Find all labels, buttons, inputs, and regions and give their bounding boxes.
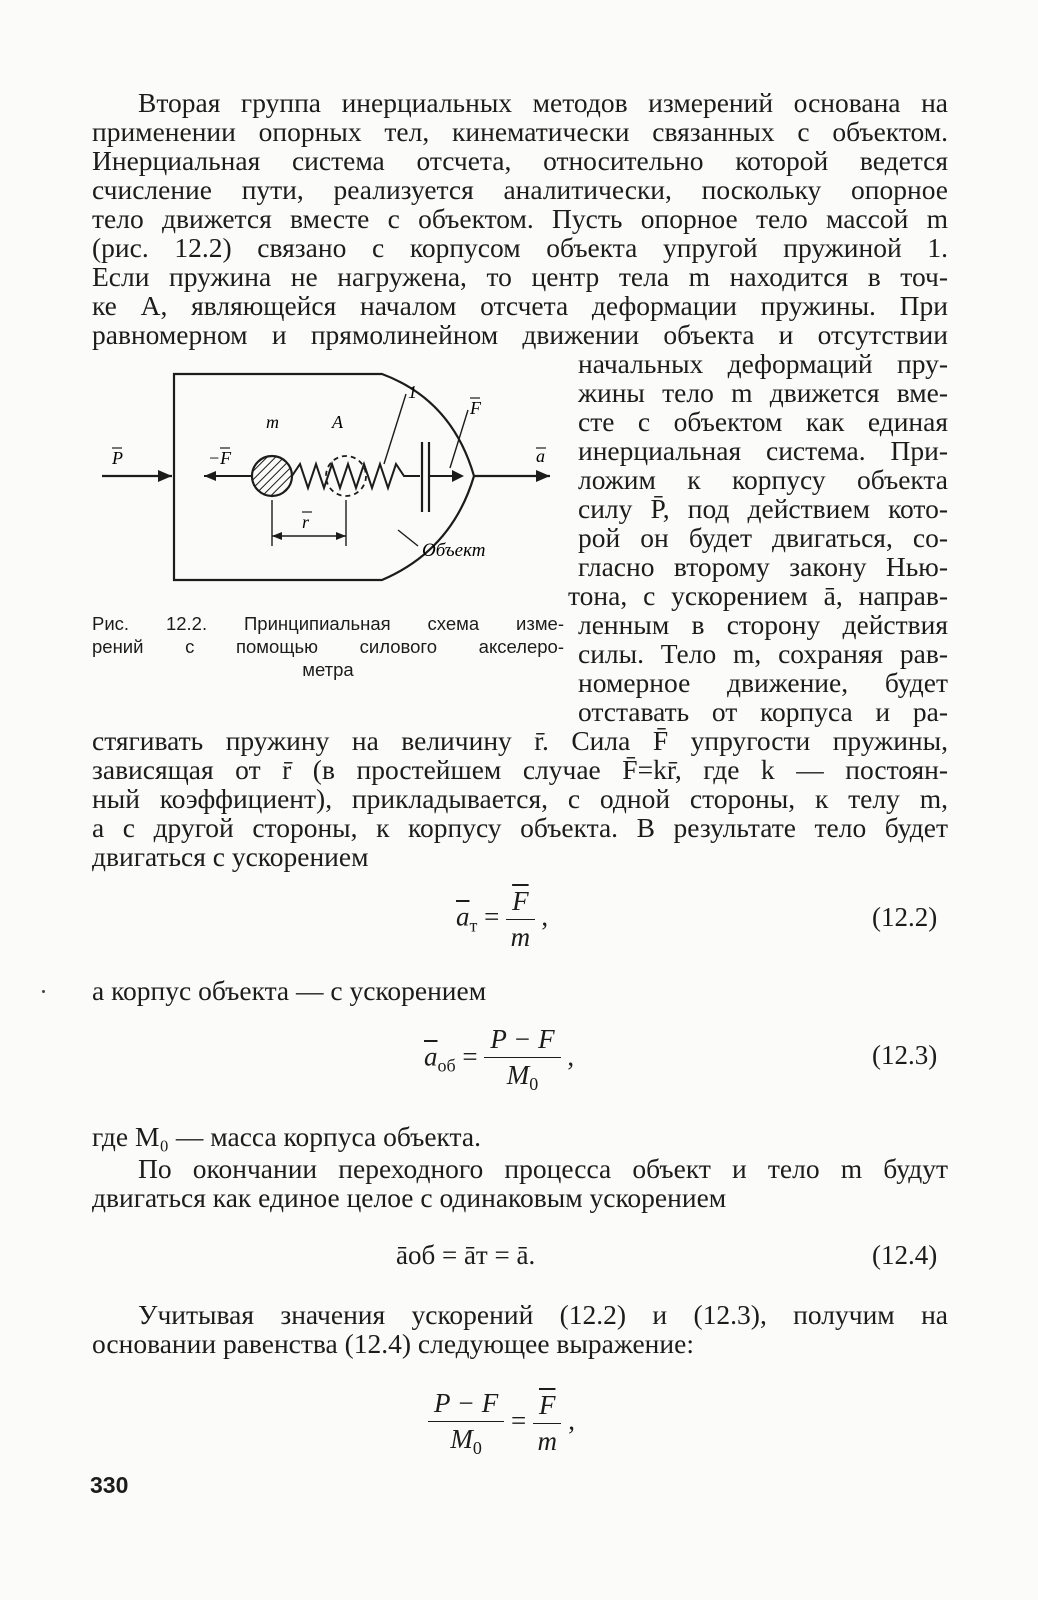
spring bbox=[292, 464, 420, 488]
eq-numerator: P − F bbox=[428, 1388, 504, 1422]
text-line: жины тело m движется вме- bbox=[578, 377, 948, 408]
arrowhead-icon bbox=[204, 471, 216, 481]
caption-line: Рис. 12.2. Принципиальная схема изме- bbox=[92, 613, 564, 634]
text-line: номерное движение, будет bbox=[578, 667, 948, 698]
eq-denominator: $M_0$ bbox=[506, 1060, 539, 1094]
eq-denominator: m bbox=[510, 922, 531, 952]
eq-fraction bbox=[428, 1388, 504, 1459]
equation-12-2 bbox=[456, 886, 548, 953]
scan-speck bbox=[42, 990, 45, 993]
eq-numerator: $\overline{F}$ bbox=[506, 886, 535, 920]
eq-denominator: $M_0$ bbox=[450, 1424, 482, 1458]
eq-tail: , bbox=[567, 1041, 575, 1072]
text-line: ложим к корпусу объекта bbox=[578, 464, 948, 495]
label-object: Объект bbox=[422, 540, 486, 561]
figure-caption bbox=[92, 612, 564, 681]
text-line: где M₀ — масса корпуса объекта. bbox=[92, 1121, 481, 1152]
eq-lhs-sub: т bbox=[469, 915, 478, 936]
leader-line bbox=[450, 410, 468, 468]
eq-fraction bbox=[484, 1024, 560, 1095]
eq-numerator: P − F bbox=[484, 1024, 560, 1058]
text-line: ке A, являющейся началом отсчета деформации пружины. При bbox=[92, 290, 948, 321]
text-line: двигаться как единое целое с одинаковым ускорением bbox=[92, 1182, 727, 1213]
text-line: тона, с ускорением ā, направ- bbox=[568, 580, 948, 611]
text-line: рой он будет двигаться, со- bbox=[578, 522, 948, 553]
text-line: Вторая группа инерциальных методов измерений основана на bbox=[138, 87, 948, 118]
eq-numerator: $\overline{F}$ bbox=[533, 1390, 562, 1424]
text-line: а с другой стороны, к корпусу объекта. В результате тело будет bbox=[92, 812, 948, 843]
text-line: а корпус объекта — с ускорением bbox=[92, 975, 487, 1006]
eq-fraction bbox=[533, 1390, 562, 1457]
eq-fraction bbox=[506, 886, 535, 953]
text-line: ленным в сторону действия bbox=[578, 609, 948, 640]
text-line: основании равенства (12.4) следующее выражение: bbox=[92, 1328, 694, 1359]
eq-denominator: m bbox=[537, 1426, 557, 1456]
eq-tail: , bbox=[568, 1405, 575, 1436]
caption-line: рений с помощью силового акселеро- bbox=[92, 636, 564, 657]
label-1: 1 bbox=[408, 382, 417, 402]
page-number: 330 bbox=[90, 1472, 129, 1498]
caption-line: метра bbox=[302, 659, 354, 680]
label-r: r bbox=[302, 512, 310, 532]
text-line: Если пружина не нагружена, то центр тела m находится в точ- bbox=[92, 261, 948, 292]
eq-tail: , bbox=[541, 901, 549, 932]
text-line: Учитывая значения ускорений (12.2) и (12.3), получим на bbox=[138, 1299, 948, 1330]
text-line: двигаться с ускорением bbox=[92, 841, 369, 872]
text-line: силы. Тело m, сохраняя рав- bbox=[578, 638, 948, 669]
text-line: отставать от корпуса и ра- bbox=[578, 696, 948, 727]
arrowhead-icon bbox=[536, 470, 550, 482]
text-line: (рис. 12.2) связано с корпусом объекта упругой пружиной 1. bbox=[92, 232, 948, 263]
arrowhead-icon bbox=[452, 470, 464, 482]
label-minus-f: −F bbox=[208, 448, 232, 468]
text-line: Инерциальная система отсчета, относительно которой ведется bbox=[92, 145, 948, 176]
text-line: инерциальная система. При- bbox=[578, 435, 948, 466]
text-line: гласно второму закону Нью- bbox=[578, 551, 948, 582]
leader-line bbox=[398, 530, 418, 546]
text-line: сте с объектом как единая bbox=[578, 406, 948, 437]
eq-lhs: $\overline{a}$ bbox=[456, 901, 470, 932]
equation-12-3 bbox=[424, 1024, 574, 1095]
text-line: По окончании переходного процесса объект и тело m будут bbox=[138, 1153, 948, 1184]
label-p: P bbox=[112, 448, 123, 468]
equation-12-4: āоб = āт = ā. bbox=[396, 1240, 536, 1270]
eq-lhs: $\overline{a}$ bbox=[424, 1041, 438, 1072]
label-a-point: A bbox=[332, 412, 343, 432]
text-line: применении опорных тел, кинематически связанных с объектом. bbox=[92, 116, 948, 147]
text-line: начальных деформаций пру- bbox=[578, 348, 948, 379]
eq-equals: = bbox=[462, 1041, 485, 1072]
equation-number: (12.3) bbox=[872, 1040, 938, 1070]
arrowhead-icon bbox=[158, 470, 172, 482]
eq-equals: = bbox=[484, 901, 507, 932]
text-line: равномерном и прямолинейном движении объекта и отсутствии bbox=[92, 319, 948, 350]
text-line: тело движется вместе с объектом. Пусть опорное тело массой m bbox=[92, 203, 948, 234]
label-m: m bbox=[266, 412, 279, 432]
text-line: стягивать пружину на величину r̄. Сила F̄ упругости пружины, bbox=[92, 725, 948, 756]
text-line: силу P̄, под действием кото- bbox=[578, 493, 948, 524]
label-f: F bbox=[470, 398, 481, 418]
equation-number: (12.2) bbox=[872, 902, 938, 932]
text-line: зависящая от r̄ (в простейшем случае F̄=kr̄, где k — постоян- bbox=[92, 754, 948, 785]
label-acceleration: a bbox=[536, 446, 545, 466]
eq-equals: = bbox=[510, 1405, 533, 1436]
eq-lhs-sub: об bbox=[437, 1055, 456, 1076]
text-line: ный коэффициент), прикладывается, с одной стороны, к телу m, bbox=[92, 783, 948, 814]
text-line: счисление пути, реализуется аналитически, поскольку опорное bbox=[92, 174, 948, 205]
leader-line bbox=[384, 394, 406, 464]
mass-body bbox=[252, 456, 292, 496]
accelerometer-diagram bbox=[92, 360, 562, 600]
equation-final bbox=[428, 1388, 575, 1459]
arrowhead-icon bbox=[272, 532, 282, 540]
equation-number: (12.4) bbox=[872, 1240, 938, 1270]
arrowhead-icon bbox=[336, 532, 346, 540]
